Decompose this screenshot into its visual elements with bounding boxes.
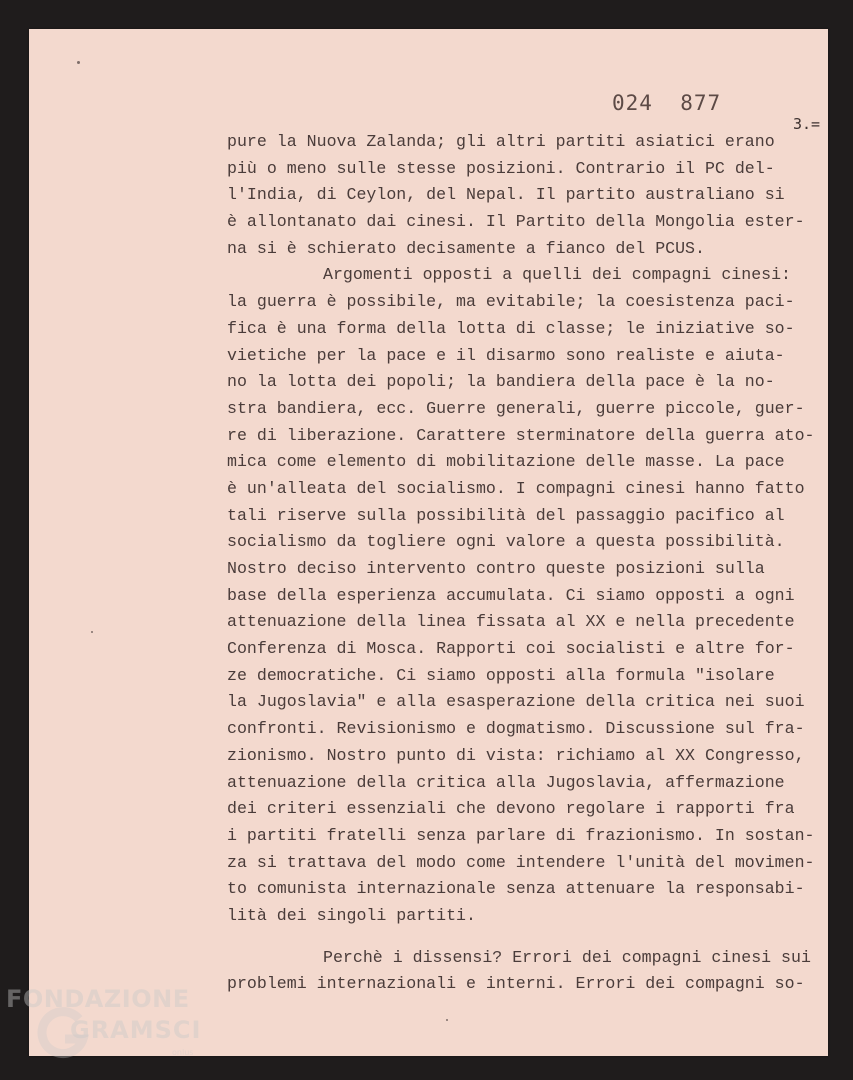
text-line: i partiti fratelli senza parlare di frazionismo. In sostan-	[227, 825, 815, 845]
text-line: fica è una forma della lotta di classe; le iniziative so-	[227, 318, 795, 338]
text-line: Nostro deciso intervento contro queste posizioni sulla	[227, 559, 765, 578]
text-line: to comunista internazionale senza attenuare la responsabi-	[227, 879, 805, 899]
text-line: confronti. Revisionismo e dogmatismo. Discussione sul fra-	[227, 719, 805, 739]
text-line: re di liberazione. Carattere sterminatore della guerra ato-	[227, 425, 815, 445]
paragraph-first-line: Argomenti opposti a quelli dei compagni cinesi:	[323, 265, 792, 285]
text-line: attenuazione della linea fissata al XX e nella precedente	[227, 612, 795, 632]
text-line: è allontanato dai cinesi. Il Partito della Mongolia ester-	[227, 212, 805, 232]
text-line: pure la Nuova Zalanda; gli altri partiti asiatici erano	[227, 132, 775, 151]
text-line: Conferenza di Mosca. Rapporti coi socialisti e altre for-	[227, 639, 795, 659]
fondazione-gramsci-watermark	[6, 985, 216, 1065]
watermark-line-2: GRAMSCI	[70, 1016, 202, 1044]
archive-stamp-number: 024 877	[612, 91, 722, 115]
paragraph-first-line: Perchè i dissensi? Errori dei compagni cinesi sui	[323, 947, 811, 967]
text-line: dei criteri essenziali che devono regolare i rapporti fra	[227, 799, 795, 819]
text-line: la guerra è possibile, ma evitabile; la coesistenza paci-	[227, 292, 795, 312]
paper-speck	[446, 1019, 448, 1021]
text-line: l'India, di Ceylon, del Nepal. Il partito australiano si	[227, 185, 785, 205]
document-body	[227, 129, 817, 998]
text-line: socialismo da togliere ogni valore a questa possibilità.	[227, 532, 785, 552]
watermark-line-3: onlus	[172, 1048, 194, 1057]
page-number: 3.=	[793, 115, 821, 133]
text-line: attenuazione della critica alla Jugoslavia, affermazione	[227, 772, 785, 792]
text-line: base della esperienza accumulata. Ci siamo opposti a ogni	[227, 585, 795, 605]
text-line: za si trattava del modo come intendere l'unità del movimen-	[227, 852, 815, 872]
text-line: zionismo. Nostro punto di vista: richiamo al XX Congresso,	[227, 745, 805, 765]
paper-speck	[77, 61, 80, 64]
text-line: no la lotta dei popoli; la bandiera della pace è la no-	[227, 372, 775, 392]
text-line: vietiche per la pace e il disarmo sono realiste e aiuta-	[227, 345, 785, 365]
text-line: è un'alleata del socialismo. I compagni cinesi hanno fatto	[227, 478, 805, 498]
text-line: na si è schierato decisamente a fianco del PCUS.	[227, 238, 705, 258]
watermark-line-1: FONDAZIONE	[6, 985, 190, 1013]
text-line: lità dei singoli partiti.	[227, 905, 476, 925]
text-line: ze democratiche. Ci siamo opposti alla formula "isolare	[227, 665, 775, 685]
document-page	[29, 29, 828, 1056]
paragraph-gap	[227, 930, 817, 945]
paper-speck	[91, 631, 93, 633]
text-line: più o meno sulle stesse posizioni. Contrario il PC del-	[227, 158, 775, 178]
text-line: stra bandiera, ecc. Guerre generali, guerre piccole, guer-	[227, 398, 805, 418]
text-line: tali riserve sulla possibilità del passaggio pacifico al	[227, 505, 785, 525]
text-line: la Jugoslavia" e alla esasperazione della critica nei suoi	[227, 692, 805, 712]
text-line: mica come elemento di mobilitazione delle masse. La pace	[227, 452, 785, 472]
text-line: problemi internazionali e interni. Errori dei compagni so-	[227, 974, 805, 994]
